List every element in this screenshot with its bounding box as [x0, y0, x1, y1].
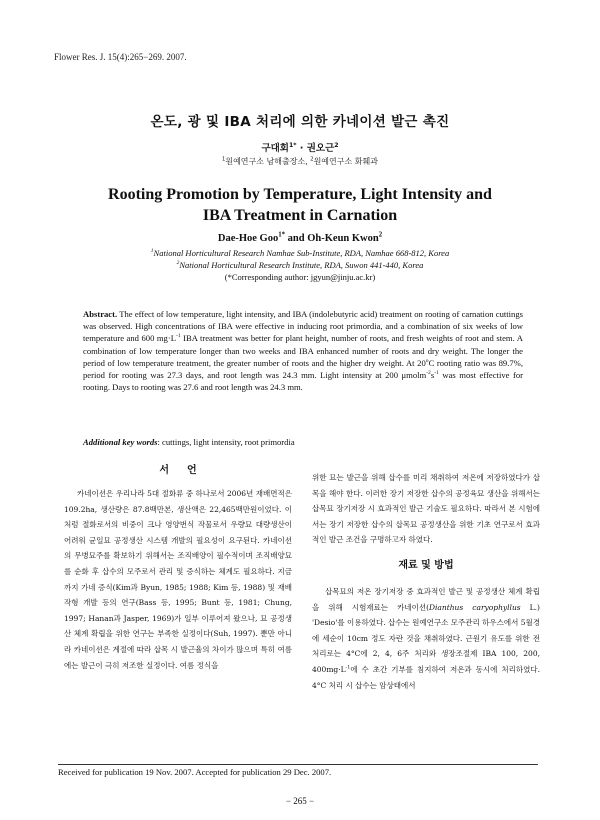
english-authors	[0, 233, 600, 244]
affiliation-line	[0, 247, 600, 259]
author-separator: and	[285, 233, 308, 244]
left-column	[64, 486, 292, 673]
english-title	[0, 184, 600, 226]
author-name: Oh-Keun Kwon	[307, 233, 379, 244]
korean-authors	[0, 140, 600, 154]
intro-paragraph: 카네이션은 우리나라 5대 절화류 중 하나로서 2006년 재배면적은 109.2ha, 생산량은 87.8백만본, 생산액은 22,465백만원이었다. 이처럼 절화로서의 비중이 크나 영양번식 작물로서 우량묘 대량생산이 어려워 균일묘 공정생산 시스템 개발의 필요성이 요구된다. 카네이션의 무병묘주를 확보하기 위해서는 조직배양이 필수적이며 조직배양묘를 순화 후 삽수의 모주로서 관리 및 증식하는 체계도 필요하다. 지금까지 가네 증식(Kim과 Byun, 1985; 1988; Kim 등, 1988) 및 재배작형 개발 등의 연구(Bass 등, 1995; Bunt 등, 1981; Chung, 1997; Hanan과 Jasper, 1969)가 일부 이루어져 왔으나, 묘 공정생산 체계 확립을 위한 연구는 부족한 실정이다(Suh, 1997). 뿐만 아니라 카네이션은 계절에 따라 삽목 시 발근율의 차이가 많으며 특히 여름에는 발근이 극히 저조한 실정이다. 여름 정식을	[64, 489, 292, 670]
methods-text: L.) 'Desio'를 이용하였다. 삽수는 원예연구소 모주관리 하우스에서 5월경에 세순이 10cm 정도 자란 것을 채취하였다. 근원기 유도를 위한 전처리로는 4°C에 2, 4, 6주 처리와 생장조절제 IBA 100, 200, 400mg·L	[312, 602, 540, 674]
journal-reference: Flower Res. J. 15(4):265−269. 2007.	[54, 52, 187, 62]
korean-title: 온도, 광 및 IBA 처리에 의한 카네이션 발근 촉진	[150, 114, 450, 130]
methods-heading: 재료 및 방법	[398, 559, 454, 571]
unit-superscript: -1	[175, 333, 181, 340]
author-name: 구대회	[261, 143, 289, 154]
intro-paragraph-continued: 위한 묘는 발근을 위해 삽수를 미리 채취하여 저온에 저장하였다가 삽목을 해야 한다. 이러한 장기 저장한 삽수의 공정육묘 생산을 위해서는 삽목묘 장기저장 시 효과적인 발근 기술도 필요하다. 따라서 본 시험에서는 장기 저장한 삽수의 삽목묘 공정생산을 위한 기초 연구로서 효과적인 발근 조건을 구명하고자 하였다.	[312, 473, 540, 545]
affiliation-text: 원예연구소 화훼과	[313, 157, 378, 166]
methods-paragraph	[312, 584, 540, 693]
english-title-line: IBA Treatment in Carnation	[202, 207, 398, 224]
affiliation-marker: 2	[176, 260, 180, 267]
abstract-text: The effect of low temperature, light intensity, and IBA (indolebutyric acid) treatment on rooting of carnation cuttings was observed. High concentrations of IBA were effective in inducing root primordia, and a combination of six weeks of low temperature and 600 mg·L	[83, 309, 523, 344]
affiliation-marker: 2	[310, 156, 314, 163]
abstract-text: s	[430, 370, 435, 381]
author-superscript: 1*	[288, 141, 297, 149]
degree-superscript: o	[425, 357, 429, 364]
abstract-text: IBA treatment was better for plant height, number of roots, and fresh weights of root and stem. A combination of low temperature longer than two weeks and IBA enhanced number of roots and dry weight. The longer the period of low temperature treatment, the greater number of roots and the higher dry weight. At 20	[83, 333, 523, 368]
keywords	[83, 437, 523, 447]
unit-superscript: -1	[345, 664, 351, 671]
author-name: 권오근	[306, 143, 335, 154]
species-name: Dianthus caryophyllus	[429, 602, 521, 612]
abstract-label: Abstract.	[83, 309, 118, 319]
author-separator: ·	[296, 143, 307, 154]
footnote-divider	[58, 764, 538, 765]
author-superscript: 2	[334, 141, 339, 149]
affiliation-text: National Horticultural Research Namhae Sub-Institute, RDA, Namhae 668-812, Korea	[153, 248, 450, 258]
unit-superscript: -1	[434, 370, 439, 377]
affiliation-line	[0, 259, 600, 271]
affiliation-text: 원예연구소 남해출장소,	[225, 157, 311, 166]
keywords-text: : cuttings, light intensity, root primordia	[157, 437, 295, 447]
keywords-label: Additional key words	[83, 437, 158, 447]
english-title-line: Rooting Promotion by Temperature, Light Intensity and	[108, 186, 492, 203]
affiliation-text: National Horticultural Research Institute, RDA, Suwon 441-440, Korea	[179, 260, 424, 270]
author-name: Dae-Hoe Goo	[217, 233, 279, 244]
corresponding-author: (*Corresponding author: jgyun@jinju.ac.kr)	[224, 272, 376, 282]
page-number: − 265 −	[285, 796, 315, 806]
author-superscript: 1*	[278, 231, 286, 239]
author-superscript: 2	[378, 231, 383, 239]
right-column	[312, 470, 540, 693]
abstract-text: C rooting ratio was 89.7%, period for rooting was 27.3 days, and root length was 24.3 mm. Light intensity at 200 μmolm	[83, 357, 523, 381]
methods-text: 에 수 초간 기부를 침지하여 저온과 동시에 처리하였다. 4°C 처리 시 삽수는 암상태에서	[312, 664, 540, 690]
affiliation-marker: 1	[150, 248, 154, 255]
affiliation-marker: 1	[222, 156, 226, 163]
abstract-text: was most effective for rooting. Days to rooting was 27.6 and root length was 24.3 mm.	[83, 370, 523, 393]
abstract	[83, 308, 523, 393]
intro-heading: 서언	[159, 465, 215, 476]
korean-affiliations	[0, 156, 600, 167]
english-affiliations	[0, 247, 600, 283]
received-note: Received for publication 19 Nov. 2007. Accepted for publication 29 Dec. 2007.	[58, 767, 332, 777]
methods-text: 삽목묘의 저온 장기저장 중 효과적인 발근 및 공정생산 체계 확립을 위해 시험재료는 카네이션(	[312, 586, 540, 612]
unit-superscript: -2	[426, 370, 431, 377]
